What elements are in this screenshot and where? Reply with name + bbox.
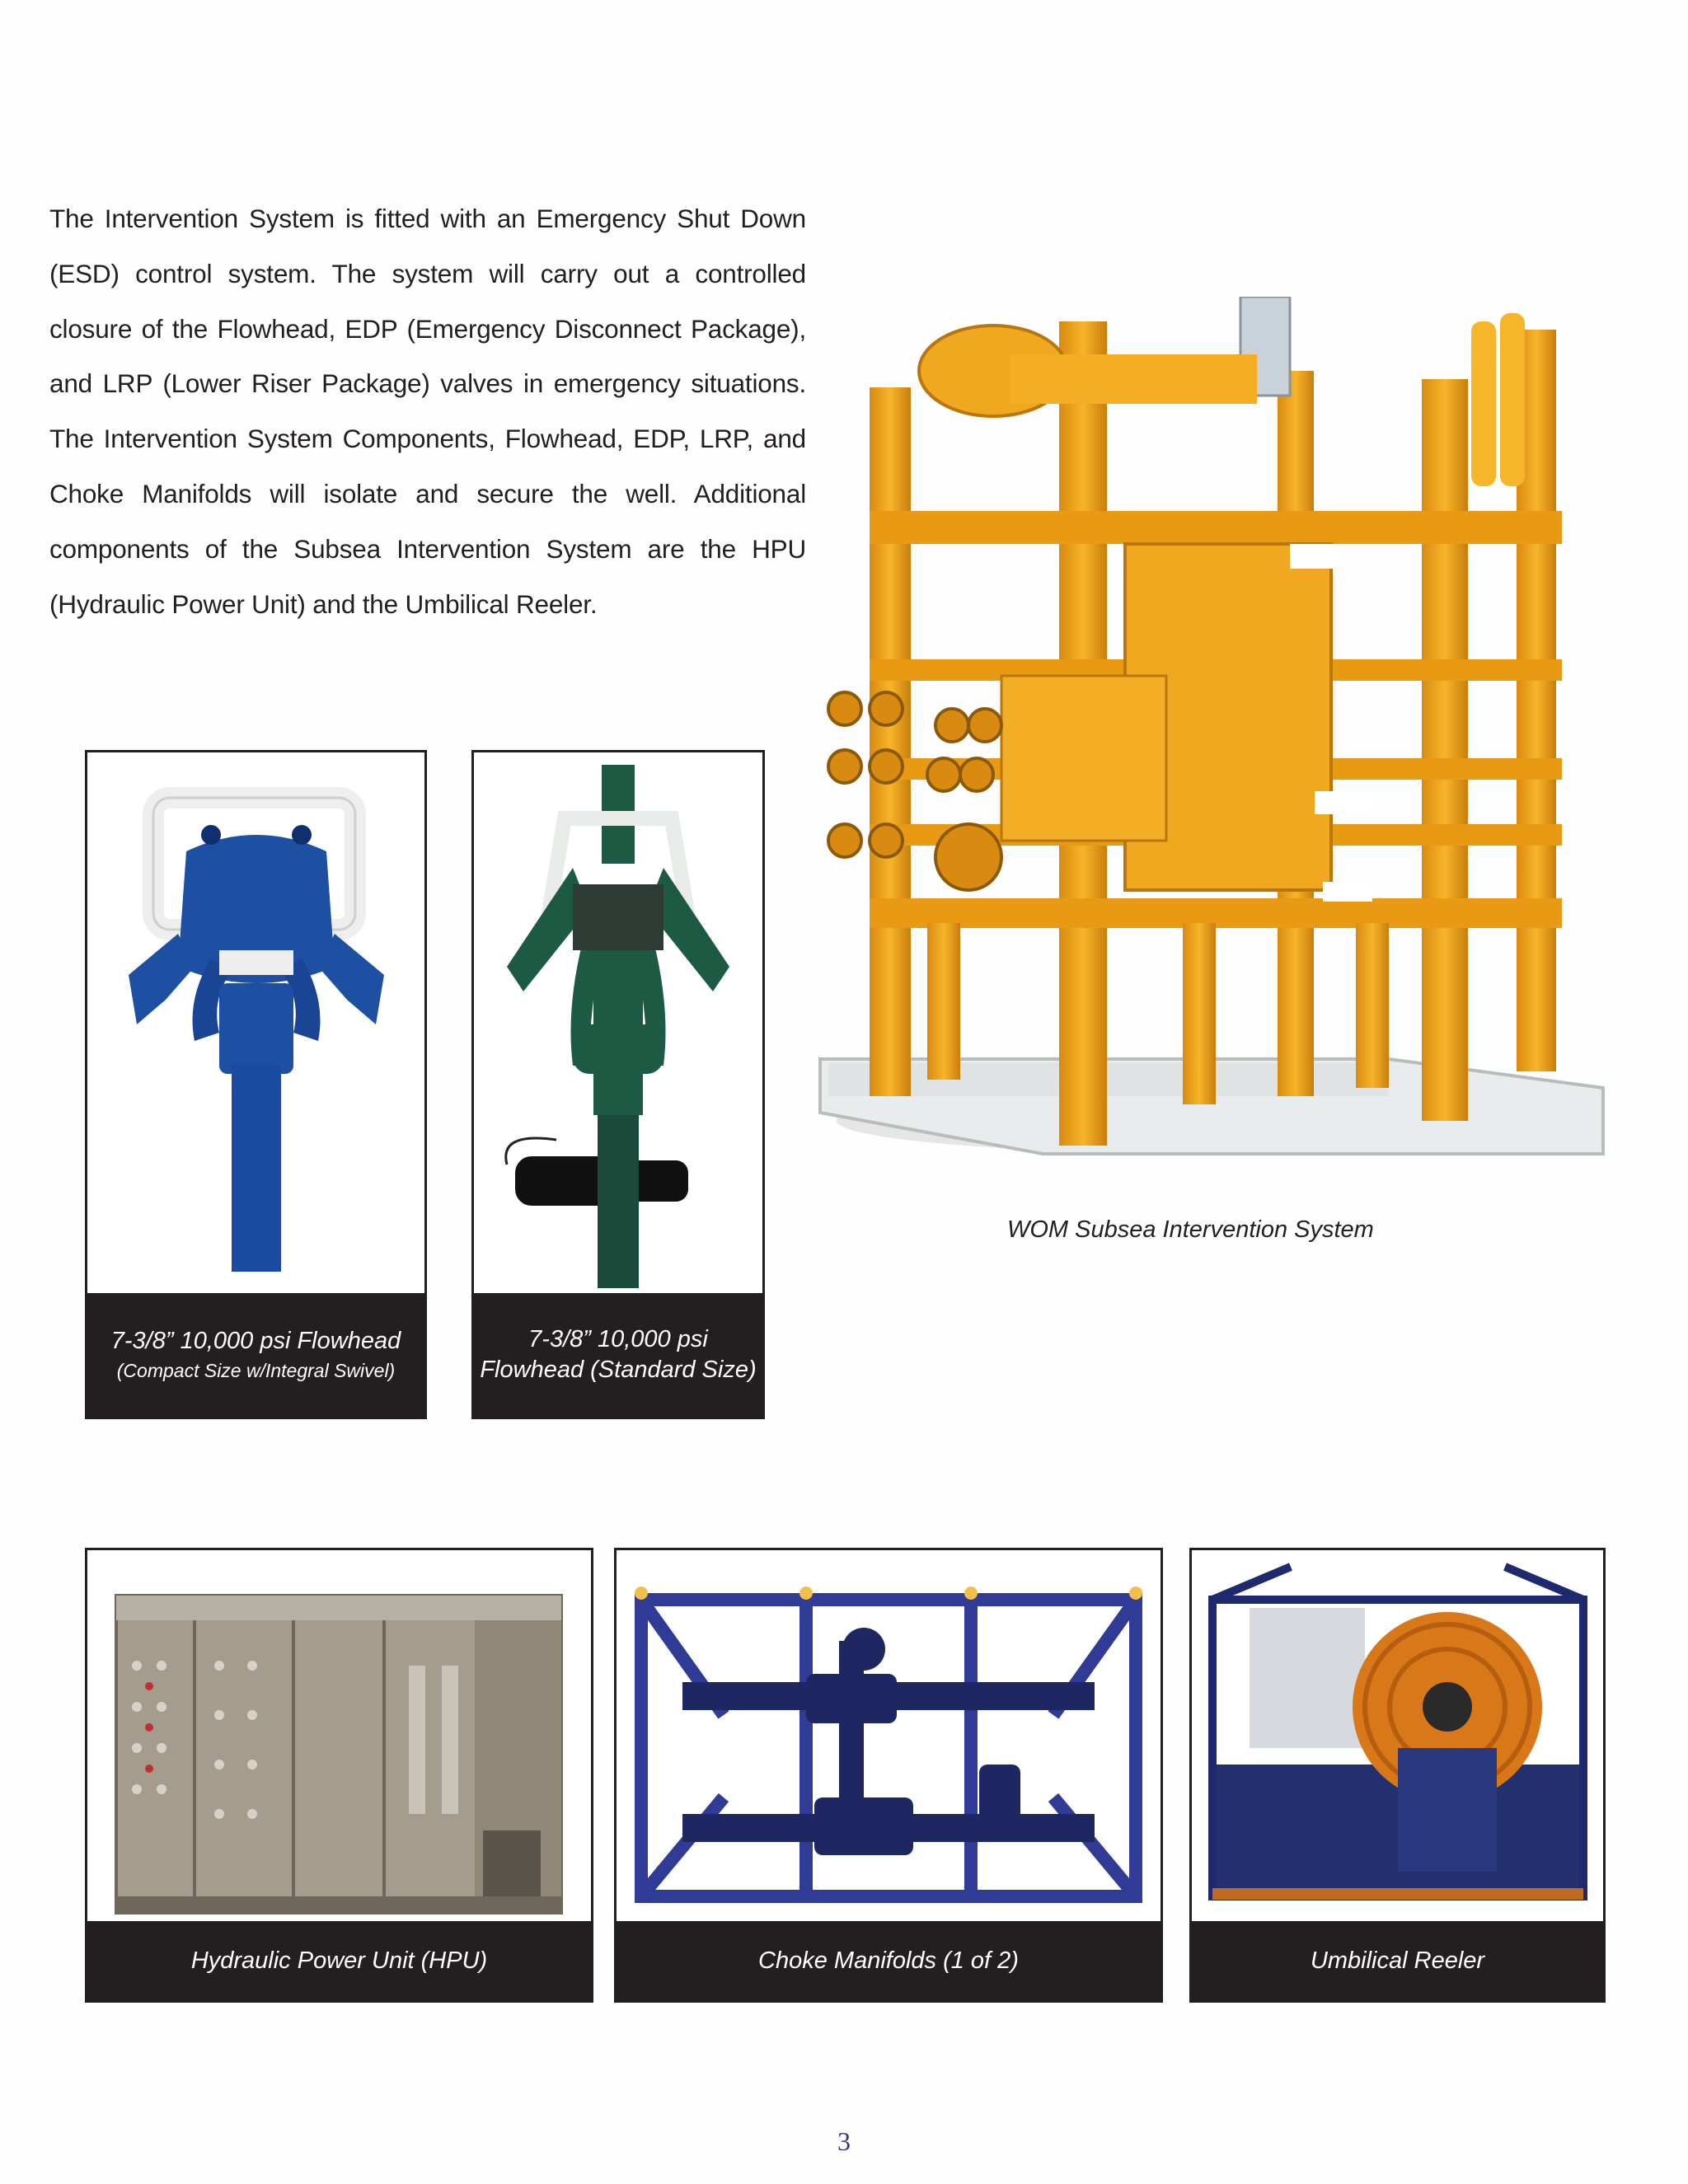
umbilical-reeler-figure xyxy=(1189,1548,1606,2003)
flowhead-compact-caption-line2: (Compact Size w/Integral Swivel) xyxy=(116,1360,396,1381)
hpu-figure xyxy=(85,1548,593,2003)
flowhead-compact-figure xyxy=(85,750,427,1419)
flowhead-compact-caption-line1: 7-3/8” 10,000 psi Flowhead xyxy=(110,1328,401,1354)
flowhead-standard-image xyxy=(474,752,762,1296)
choke-manifold-image xyxy=(617,1550,1160,1921)
flowhead-compact-image xyxy=(87,752,424,1296)
wom-intervention-system-image xyxy=(812,297,1620,1187)
hpu-image xyxy=(87,1550,591,1921)
flowhead-standard-caption-line1: 7-3/8” 10,000 psi xyxy=(528,1326,708,1352)
wom-caption: WOM Subsea Intervention System xyxy=(1007,1216,1374,1243)
page-number: 3 xyxy=(837,2126,851,2156)
choke-manifold-figure xyxy=(614,1548,1163,2003)
flowhead-standard-caption-line2: Flowhead (Standard Size) xyxy=(480,1357,757,1383)
umbilical-reeler-caption: Umbilical Reeler xyxy=(1310,1947,1485,1974)
umbilical-reeler-image xyxy=(1192,1550,1603,1921)
flowhead-standard-figure xyxy=(471,750,765,1419)
choke-manifold-caption: Choke Manifolds (1 of 2) xyxy=(758,1947,1019,1974)
intro-paragraph: The Intervention System is fitted with an Emergency Shut Down (ESD) control system. The system will carry out a controlled closure of the Flowhead, EDP (Emergency Disconnect Package), and LRP (Lower Riser Package) valves in emergency situations. The Intervention System Components, Flowhead, EDP, LRP, and Choke Manifolds will isolate and secure the well. Additional components of the Subsea Intervention System are the HPU (Hydraulic Power Unit) and the Umbilical Reeler. xyxy=(49,204,806,619)
hpu-caption: Hydraulic Power Unit (HPU) xyxy=(190,1947,488,1974)
